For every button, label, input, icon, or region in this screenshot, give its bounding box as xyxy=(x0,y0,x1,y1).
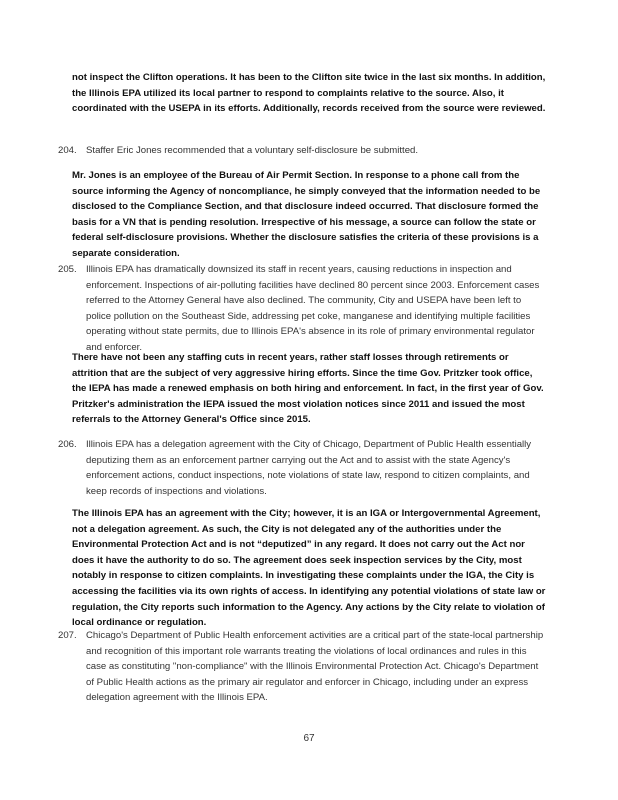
paragraph-text: Illinois EPA has dramatically downsized its staff in recent years, causing reductions in inspection and enforcement. Inspections of air-polluting facilities have declined 80 percent since 2003. Enforcement cases referred to the Attorney General have also declined. The community, City and USEPA have been left to police pollution on the Southeast Side, addressing pet coke, manganese and identifying multiple facilities operating without state permits, due to Illinois EPA's absence in its role of primary environmental regulator and enforcer. xyxy=(86,264,540,353)
paragraph-number: 207. xyxy=(58,630,77,641)
paragraph-text: Illinois EPA has a delegation agreement with the City of Chicago, Department of Public Health essentially deputizing them as an enforcement partner carrying out the Act and to assist with the state Agency's enforcement actions, conduct inspections, note violations of state law, respond to citizen complaints, and keep records of inspections and violations. xyxy=(86,439,532,497)
paragraph-text: Staffer Eric Jones recommended that a voluntary self-disclosure be submitted. xyxy=(86,145,419,156)
paragraph-number: 206. xyxy=(58,439,77,450)
paragraph-207 xyxy=(58,628,546,706)
response-continuation: not inspect the Clifton operations. It has been to the Clifton site twice in the last six months. In addition, the Illinois EPA utilized its local partner to respond to complaints relative to the source. Also, it coordinated with the USEPA in its efforts. Additionally, records received from the source were reviewed. xyxy=(72,72,546,115)
page-number: 67 xyxy=(303,733,315,744)
paragraph-204 xyxy=(58,143,546,159)
response-205: There have not been any staffing cuts in recent years, rather staff losses through retirements or attrition that are the subject of very aggressive hiring efforts. Since the time Gov. Pritzker took office, the IEPA has made a renewed emphasis on both hiring and enforcement. In fact, in the first year of Gov. Pritzker's administration the IEPA issued the most violation notices since 2011 and issued the most referrals to the Attorney General's Office since 2015. xyxy=(72,352,544,426)
paragraph-205 xyxy=(58,262,546,356)
paragraph-text: Chicago's Department of Public Health enforcement activities are a critical part of the state-local partnership and recognition of this important role warrants treating the violations of local ordinances and rules in this case as constituting "non-compliance" with the Illinois Environmental Protection Act. Chicago's Department of Public Health actions as the primary air regulator and enforcer in Chicago, including under an express delegation agreement with the Illinois EPA. xyxy=(86,630,544,704)
response-204: Mr. Jones is an employee of the Bureau of Air Permit Section. In response to a phone call from the source informing the Agency of noncompliance, he simply conveyed that the information needed to be disclosed to the Compliance Section, and that disclosure indeed occurred. That disclosure formed the basis for a VN that is pending resolution. Irrespective of his message, a source can follow the state or federal self-disclosure provisions. Whether the disclosure satisfies the criteria of these provisions is a separate consideration. xyxy=(72,170,541,259)
response-206: The Illinois EPA has an agreement with the City; however, it is an IGA or Intergovernmental Agreement, not a delegation agreement. As such, the City is not delegated any of the authorities under the Environmental Protection Act and is not “deputized” in any regard. It does not carry out the Act nor does it have the authority to do so. The agreement does seek inspection services by the City, most notably in response to citizen complaints. In investigating these complaints under the IGA, the City is accessing the facilities via its own rights of access. In identifying any potential violations of state law or regulation, the City reports such information to the Agency. Any actions by the City relate to violation of local ordinance or regulation. xyxy=(72,508,546,629)
paragraph-number: 204. xyxy=(58,145,77,156)
paragraph-206 xyxy=(58,437,546,499)
paragraph-number: 205. xyxy=(58,264,77,275)
